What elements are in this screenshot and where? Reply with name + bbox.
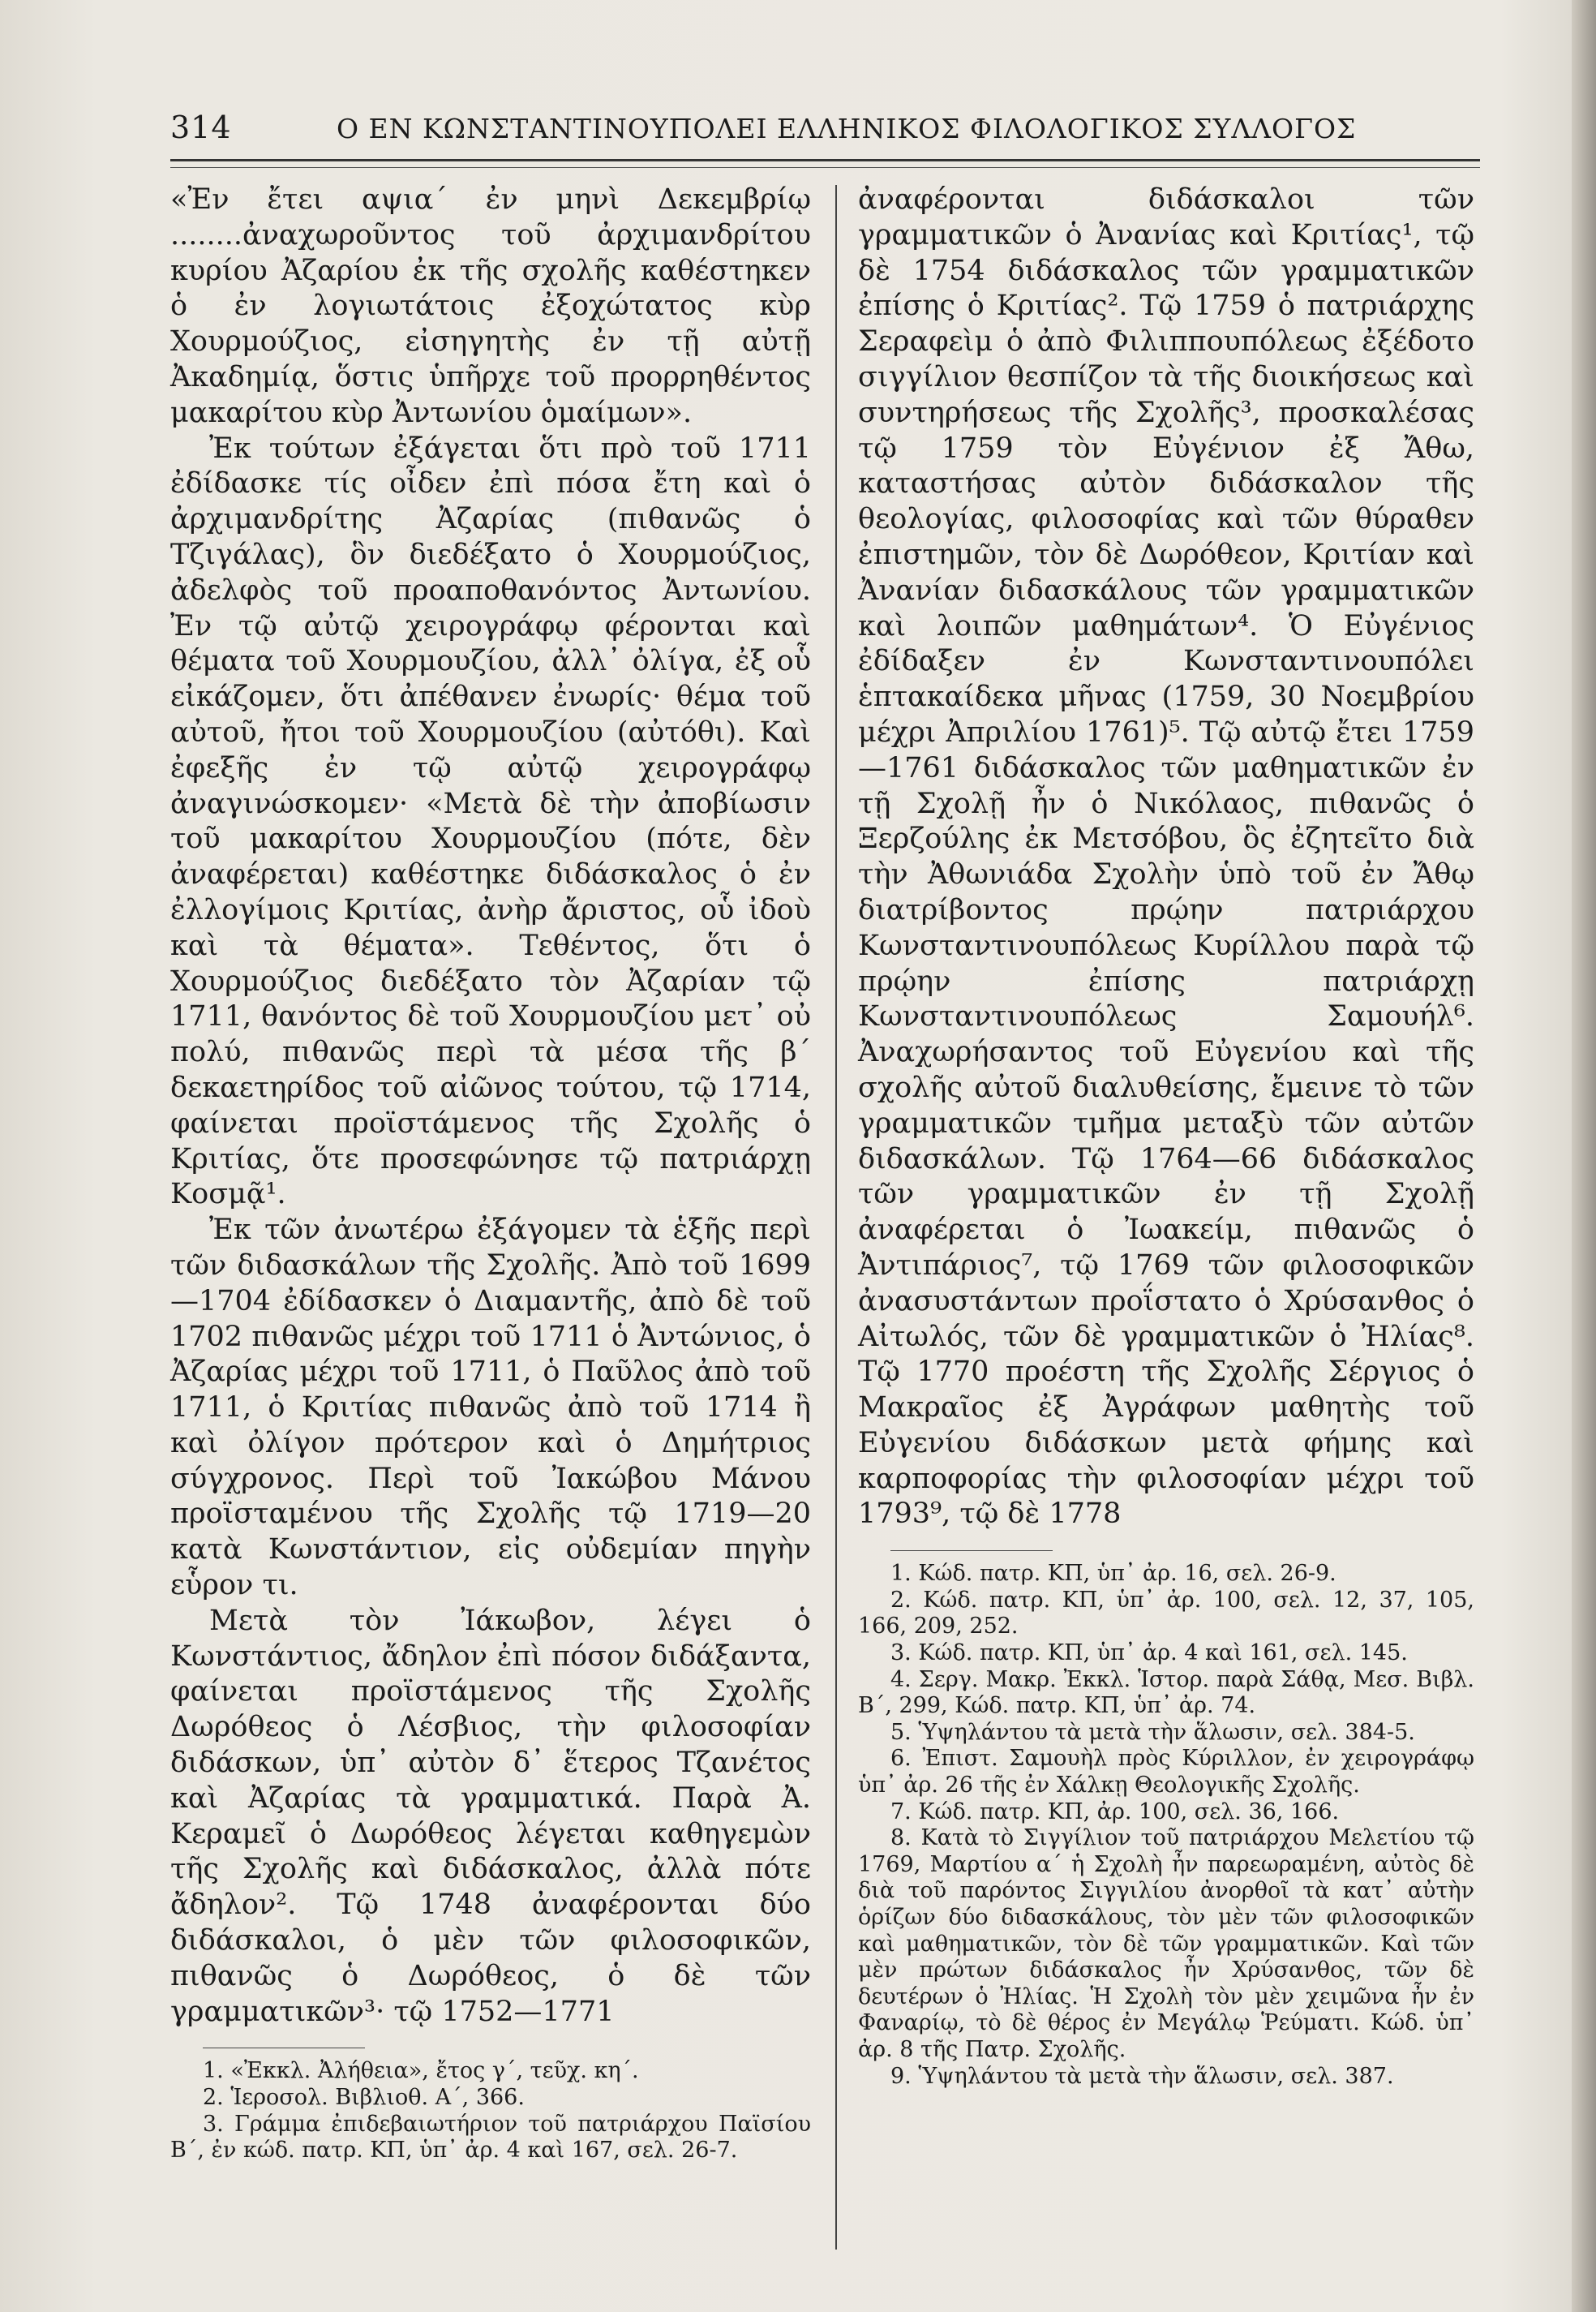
footnote: 3. Γράμμα ἐπιδεβαιωτήριον τοῦ πατριάρχου Παϊσίου Β´, ἐν κώδ. πατρ. ΚΠ, ὑπ᾽ ἀρ. 4 καὶ 167, σελ. 26-7. — [170, 2111, 811, 2164]
footnote: 5. Ὑψηλάντου τὰ μετὰ τὴν ἅλωσιν, σελ. 384-5. — [890, 1719, 1415, 1745]
page-header — [170, 110, 1476, 158]
footnote: 1. «Ἐκκλ. Ἀλήθεια», ἔτος γ´, τεῦχ. κη´. — [203, 2058, 639, 2084]
body-paragraph: Ἐκ τούτων ἐξάγεται ὅτι πρὸ τοῦ 1711 ἐδίδασκε τίς οἶδεν ἐπὶ πόσα ἔτη καὶ ὁ ἀρχιμανδρίτης Ἀζαρίας (πιθανῶς ὁ Τζιγάλας), ὃν διεδέξατο ὁ Χουρμούζιος, ἀδελφὸς τοῦ προαποθανόντος Ἀντωνίου. Ἐν τῷ αὐτῷ χειρογράφῳ φέρονται καὶ θέματα τοῦ Χουρμουζίου, ἀλλ᾽ ὀλίγα, ἐξ οὗ εἰκάζομεν, ὅτι ἀπέθανεν ἐνωρίς· θέμα τοῦ αὐτοῦ, ἤτοι τοῦ Χουρμουζίου (αὐτόθι). Καὶ ἐφεξῆς ἐν τῷ αὐτῷ χειρογράφῳ ἀναγινώσκομεν· «Μετὰ δὲ τὴν ἀποβίωσιν τοῦ μακαρίτου Χουρμουζίου (πότε, δὲν ἀναφέρεται) καθέστηκε διδάσκαλος ὁ ἐν ἐλλογίμοις Κριτίας, ἀνὴρ ἄριστος, οὗ ἰδοὺ καὶ τὰ θέματα». Τεθέντος, ὅτι ὁ Χουρμούζιος διεδέξατο τὸν Ἀζαρίαν τῷ 1711, θανόντος δὲ τοῦ Χουρμουζίου μετ᾽ οὐ πολύ, πιθανῶς περὶ τὰ μέσα τῆς β´ δεκαετηρίδος τοῦ αἰῶνος τούτου, τῷ 1714, φαίνεται προϊστάμενος τῆς Σχολῆς ὁ Κριτίας, ὅτε προσεφώνησε τῷ πατριάρχῃ Κοσμᾷ¹. — [170, 432, 811, 1211]
column-divider — [835, 185, 837, 2250]
page-number: 314 — [170, 110, 232, 145]
body-paragraph: Ἐκ τῶν ἀνωτέρω ἐξάγομεν τὰ ἑξῆς περὶ τῶν διδασκάλων τῆς Σχολῆς. Ἀπὸ τοῦ 1699—1704 ἐδίδασκεν ὁ Διαμαντῆς, ἀπὸ δὲ τοῦ 1702 πιθανῶς μέχρι τοῦ 1711 ὁ Ἀντώνιος, ὁ Ἀζαρίας μέχρι τοῦ 1711, ὁ Παῦλος ἀπὸ τοῦ 1711, ὁ Κριτίας πιθανῶς ἀπὸ τοῦ 1714 ἢ καὶ ὀλίγον πρότερον καὶ ὁ Δημήτριος σύγχρονος. Περὶ τοῦ Ἰακώβου Μάνου προϊσταμένου τῆς Σχολῆς τῷ 1719—20 κατὰ Κωνστάντιον, εἰς οὐδεμίαν πηγὴν εὗρον τι. — [170, 1214, 811, 1602]
footnote: 1. Κώδ. πατρ. ΚΠ, ὑπ᾽ ἀρ. 16, σελ. 26-9. — [890, 1561, 1336, 1587]
body-paragraph: Μετὰ τὸν Ἰάκωβον, λέγει ὁ Κωνστάντιος, ἄδηλον ἐπὶ πόσον διδάξαντα, φαίνεται προϊστάμενος τῆς Σχολῆς Δωρόθεος ὁ Λέσβιος, τὴν φιλοσοφίαν διδάσκων, ὑπ᾽ αὐτὸν δ᾽ ἕτερος Τζανέτος καὶ Ἀζαρίας τὰ γραμματικά. Παρὰ Ἀ. Κεραμεῖ ὁ Δωρόθεος λέγεται καθηγεμὼν τῆς Σχολῆς καὶ διδάσκαλος, ἀλλὰ πότε ἄδηλον². Τῷ 1748 ἀναφέρονται δύο διδάσκαλοι, ὁ μὲν τῶν φιλοσοφικῶν, πιθανῶς ὁ Δωρόθεος, ὁ δὲ τῶν γραμματικῶν³· τῷ 1752—1771 — [170, 1604, 811, 2028]
footnote-rule — [890, 1550, 1053, 1551]
body-paragraph: ἀναφέρονται διδάσκαλοι τῶν γραμματικῶν ὁ Ἀνανίας καὶ Κριτίας¹, τῷ δὲ 1754 διδάσκαλος τῶν γραμματικῶν ἐπίσης ὁ Κριτίας². Τῷ 1759 ὁ πατριάρχης Σεραφεὶμ ὁ ἀπὸ Φιλιππουπόλεως ἐξέδοτο σιγγίλιον θεσπίζον τὰ τῆς διοικήσεως καὶ συντηρήσεως τῆς Σχολῆς³, προσκαλέσας τῷ 1759 τὸν Εὐγένιον ἐξ Ἄθω, καταστήσας αὐτὸν διδάσκαλον τῆς θεολογίας, φιλοσοφίας καὶ τῶν θύραθεν ἐπιστημῶν, τὸν δὲ Δωρόθεον, Κριτίαν καὶ Ἀνανίαν διδασκάλους τῶν γραμματικῶν καὶ λοιπῶν μαθημάτων⁴. Ὁ Εὐγένιος ἐδίδαξεν ἐν Κωνσταντινουπόλει ἑπτακαίδεκα μῆνας (1759, 30 Νοεμβρίου μέχρι Ἀπριλίου 1761)⁵. Τῷ αὐτῷ ἔτει 1759—1761 διδάσκαλος τῶν μαθηματικῶν ἐν τῇ Σχολῇ ἦν ὁ Νικόλαος, πιθανῶς ὁ Ξερζούλης ἐκ Μετσόβου, ὃς ἐζητεῖτο διὰ τὴν Ἀθωνιάδα Σχολὴν ὑπὸ τοῦ ἐν Ἄθῳ διατρίβοντος πρῴην πατριάρχου Κωνσταντινουπόλεως Κυρίλλου παρὰ τῷ πρῴην ἐπίσης πατριάρχῃ Κωνσταντινουπόλεως Σαμουήλ⁶. Ἀναχωρήσαντος τοῦ Εὐγενίου καὶ τῆς σχολῆς αὐτοῦ διαλυθείσης, ἔμεινε τὸ τῶν γραμματικῶν τμῆμα μεταξὺ τῶν αὐτῶν διδασκάλων. Τῷ 1764—66 διδάσκαλος τῶν γραμματικῶν ἐν τῇ Σχολῇ ἀναφέρεται ὁ Ἰωακείμ, πιθανῶς ὁ Ἀντιπάριος⁷, τῷ 1769 τῶν φιλοσοφικῶν ἀνασυστάντων προΐστατο ὁ Χρύσανθος ὁ Αἰτωλός, τῶν δὲ γραμματικῶν ὁ Ἠλίας⁸. Τῷ 1770 προέστη τῆς Σχολῆς Σέργιος ὁ Μακραῖος ἐξ Ἀγράφων μαθητὴς τοῦ Εὐγενίου διδάσκων μετὰ φήμης καὶ καρποφορίας τὴν φιλοσοφίαν μέχρι τοῦ 1793⁹, τῷ δὲ 1778 — [858, 183, 1474, 1531]
footnote: 2. Κώδ. πατρ. ΚΠ, ὑπ᾽ ἀρ. 100, σελ. 12, 37, 105, 166, 209, 252. — [858, 1587, 1474, 1639]
footnote: 6. Ἐπιστ. Σαμουὴλ πρὸς Κύριλλον, ἐν χειρογράφῳ ὑπ᾽ ἀρ. 26 τῆς ἐν Χάλκῃ Θεολογικῆς Σχολῆς. — [858, 1746, 1474, 1798]
header-rule — [170, 159, 1480, 161]
footnote: 8. Κατὰ τὸ Σιγγίλιον τοῦ πατριάρχου Μελετίου τῷ 1769, Μαρτίου α´ ἡ Σχολὴ ἦν παρεωραμένη, αὐτὸς δὲ διὰ τοῦ παρόντος Σιγγιλίου ἀνορθοῖ τὰ κατ᾽ αὐτὴν ὁρίζων δύο διδασκάλους, τὸν μὲν τῶν φιλοσοφικῶν καὶ μαθηματικῶν, τὸν δὲ τῶν γραμματικῶν. Καὶ τῶν μὲν πρώτων διδάσκαλος ἦν Χρύσανθος, τῶν δὲ δευτέρων ὁ Ἠλίας. Ἡ Σχολὴ τὸν μὲν χειμῶνα ἦν ἐν Φαναρίῳ, τὸ δὲ θέρος ἐν Μεγάλῳ Ῥεύματι. Κώδ. ὑπ᾽ ἀρ. 8 τῆς Πατρ. Σχολῆς. — [858, 1825, 1474, 2062]
header-rule-thin — [170, 167, 1480, 168]
page-edge-shadow — [1572, 0, 1596, 2312]
right-column — [858, 183, 1474, 2090]
footnotes-left — [170, 2058, 811, 2164]
running-title: Ο ΕΝ ΚΩΝΣΤΑΝΤΙΝΟΥΠΟΛΕΙ ΕΛΛΗΝΙΚΟΣ ΦΙΛΟΛΟΓΙΚΟΣ ΣΥΛΛΟΓΟΣ — [337, 113, 1357, 144]
left-column — [170, 183, 811, 2164]
footnote: 3. Κώδ. πατρ. ΚΠ, ὑπ᾽ ἀρ. 4 καὶ 161, σελ. 145. — [890, 1640, 1408, 1666]
quote-paragraph: «Ἐν ἔτει αψια´ ἐν μηνὶ Δεκεμβρίῳ ........ἀναχωροῦντος τοῦ ἀρχιμανδρίτου κυρίου Ἀζαρίου ἐκ τῆς σχολῆς καθέστηκεν ὁ ἐν λογιωτάτοις ἐξοχώτατος κὺρ Χουρμούζιος, εἰσηγητὴς ἐν τῇ αὐτῇ Ἀκαδημίᾳ, ὅστις ὑπῆρχε τοῦ προρρηθέντος μακαρίτου κὺρ Ἀντωνίου ὁμαίμων». — [170, 183, 811, 429]
footnotes-right — [858, 1561, 1474, 2090]
footnote: 4. Σεργ. Μακρ. Ἐκκλ. Ἱστορ. παρὰ Σάθᾳ, Μεσ. Βιβλ. Β´, 299, Κώδ. πατρ. ΚΠ, ὑπ᾽ ἀρ. 74. — [858, 1666, 1474, 1719]
footnote: 9. Ὑψηλάντου τὰ μετὰ τὴν ἅλωσιν, σελ. 387. — [890, 2063, 1394, 2089]
footnote: 7. Κώδ. πατρ. ΚΠ, ἀρ. 100, σελ. 36, 166. — [890, 1798, 1340, 1824]
footnote: 2. Ἱεροσολ. Βιβλιοθ. Α´, 366. — [203, 2085, 525, 2111]
